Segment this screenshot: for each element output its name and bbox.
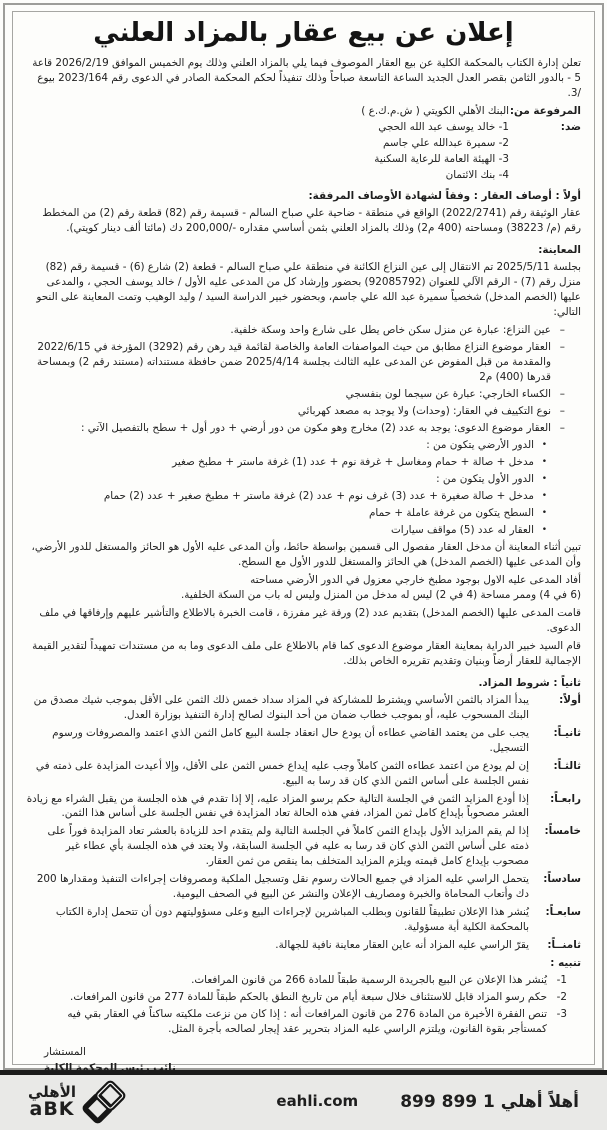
dash-text: نوع التكييف في العقار: (وحدات) ولا يوجد به مصعد كهربائي [297,404,551,417]
term-text: إن لم يودع من اعتمد عطاءه الثمن كاملاً وجب عليه إيداع خمس الثمن على الأقل، وإلا أعيدت المزايدة على ذمته في نفس الجلسة على أساس الثمن الذي كان قد رسا به البيع. [35,759,529,787]
intro-paragraph: تعلن إدارة الكتاب بالمحكمة الكلية عن بيع العقار الموصوف فيما يلي بالمزاد العلني وذلك يوم الخميس الموافق 2026/2/19 قاعة 5 - بالدور الثامن بقصر العدل الجديد الساعة التاسعة صباحاً وذلك تنفيذاً لحكم المحكمة الصادر في الدعوى رقم 2023/164 بيوع /3. [32,57,581,100]
term-label: ثالثـاً: [553,759,581,772]
term-item [26,824,581,869]
plaintiff-value: البنك الأهلي الكويتي ( ش.م.ك.ع ) [361,105,509,118]
inspection-dash-item [26,323,565,338]
notice-number: 1- [556,974,567,987]
descriptions-body: عقار الوثيقة رقم (2022/2741) الواقع في منطقة - ضاحية علي صباح السالم - قسيمة رقم (82) قطعة رقم (2) من المخطط رقم (م/ 38223) ومساحته (400 م2) وذلك بالمزاد العلني بثمن أساسي مقداره -/200,000 دك (مائتا ألف دينار كويتي). [42,207,581,235]
bullet-marker: • [541,473,547,484]
bullet-marker: • [541,456,547,467]
abk-logo-latin: aBK [29,1098,75,1121]
dash-text: الكساء الخارجي: عبارة عن سيجما لون بنفسجي [345,387,551,400]
against-label: ضد: [560,121,581,134]
footer-website: eahli.com [276,1092,359,1111]
inspection-dash-item [26,340,565,385]
bullet-text: مدخل + صالة + حمام ومغاسل + غرفة نوم + عدد (1) غرفة ماستر + مطبخ صغير [172,455,534,468]
inspection-dash-item [26,404,565,419]
inspection-bullet-item [26,472,547,487]
notice-number: 2- [556,991,567,1004]
bullet-text: الدور الأرضي يتكون من : [426,438,534,451]
notice-item [26,1007,567,1037]
dash-marker: – [559,323,565,336]
bullet-text: مدخل + صالة صغيرة + عدد (3) غرف نوم + عدد (2) غرفة ماستر + مطبخ صغير + عدد (2) حمام [103,489,534,502]
dash-text: العقار موضوع النزاع مطابق من حيث المواصفات العامة والخاصة لقائمة قيد رهن رقم (3292) المؤرخة في 2022/6/15 والمقدمة من قبل المفوض عن المدعى عليه الثالث بجلسة 2025/4/14 ضمن حافظة مستنداته (مستند رقم 2) وبمساحة قدرها (400) م2 [36,340,551,383]
term-text: يقرّ الراسي عليه المزاد أنه عاين العقار معاينة نافية للجهالة. [275,939,529,952]
term-label: أولاً: [559,693,581,706]
term-label: خامساً: [544,825,581,838]
term-item [26,792,581,822]
bullet-marker: • [541,524,547,535]
dash-marker: – [559,340,565,353]
term-item [26,872,581,902]
term-text: إذا لم يقم المزايد الأول بإيداع الثمن كاملاً في الجلسة التالية ولم يتقدم احد للزيادة بالعشر تعاد المزايدة فوراً على ذمته على أساس الثمن الذي كان قد رسا به عليه في الجلسة السابقة، ولا يعتد في هذه الجلسة بأي عطاء غير مصحوب بإيداع كامل قيمته ويلزم المزايد المتخلف بما ينقص من ثمن العقار. [47,825,529,868]
term-text: يتحمل الراسي عليه المزاد في جميع الحالات رسوم نقل وتسجيل الملكية ومصروفات إجراءات التنفيذ ومقدارها 200 دك وأتعاب المحاماة والخبرة ومصاريف الإعلان والنشر عن البيع في الصحف اليومية. [36,873,529,901]
inspection-bullet-item [26,506,547,521]
dash-text: العقار موضوع الدعوى: يوجد به عدد (2) مخارج وهو مكون من دور أرضي + دور أول + سطح بالتفصيل الآتي : [80,421,551,434]
bullet-marker: • [541,439,547,450]
dash-marker: – [559,404,565,417]
term-label: ثامنــاً: [547,939,581,952]
dash-marker: – [559,387,565,400]
bullet-text: الدور الأول يتكون من : [436,472,534,485]
bullet-text: السطح يتكون من غرفة عاملة + حمام [369,506,534,519]
signature-block [26,1045,581,1076]
defendants-list [374,120,509,184]
term-text: يجب على من يعتمد القاضي عطاءه أن يودع حال انعقاد جلسة البيع كامل الثمن الذي اعتمد والمصروفات ورسوم التسجيل. [52,726,529,754]
plaintiff-label: المرفوعة من: [509,105,581,118]
inspection-bullet-item [26,455,547,470]
term-label: ثانيـاً: [553,726,581,739]
inspection-dash-item [26,387,565,402]
term-label: سادساً: [543,873,581,886]
term-text: إذا أودع المزايد الثمن في الجلسة التالية حكم برسو المزاد عليه، إلا إذا تقدم في هذه الجلسة من يقبل الشراء مع زيادة العشر مصحوباً بإيداع كامل ثمن المزاد، ففي هذه الحالة تعاد المزايدة في نفس الجلسة على أساس هذا الثمن. [26,792,529,820]
defendant-item: 1- خالد يوسف عبد الله الحجي [378,121,509,134]
notice-text: حكم رسو المزاد قابل للاستئناف خلال سبعة أيام من تاريخ النطق بالحكم طبقاً للمادة 277 من قانون المرافعات. [70,991,547,1004]
inspection-bullet-item [26,438,547,453]
inspection-bullet-item [26,489,547,504]
term-item [26,938,581,953]
bullet-marker: • [541,507,547,518]
signature-title: المستشار [44,1046,86,1059]
footer-bar [26,1076,581,1130]
defendants-row [26,120,581,184]
terms-heading: ثانياً : شروط المزاد. [478,676,581,689]
inspection-paragraph: قامت المدعى عليها (الخصم المدخل) بتقديم عدد (2) ورقة غير مفرزة ، قامت الخبرة بالاطلاع والتأشير عليهم وإرفاقها في ملف الدعوى. [39,606,581,634]
plaintiff-row [26,104,581,119]
notice-text: يُنشر هذا الإعلان عن البيع بالجريدة الرسمية طبقاً للمادة 266 من قانون المرافعات. [191,974,547,987]
outer-border-frame [3,3,604,1121]
term-item [26,759,581,789]
bullet-marker: • [541,490,547,501]
notice-item [26,990,567,1005]
defendant-item: 3- الهيئة العامة للرعاية السكنية [374,153,509,166]
abk-logo-arabic: الأهلي [28,1083,77,1102]
bullet-text: العقار له عدد (5) مواقف سيارات [390,523,534,536]
descriptions-heading: أولاً : أوصاف العقار : وفقاً لشهادة الأوصاف المرفقة: [308,190,581,203]
abk-chain-icon [82,1080,126,1124]
abk-logo [28,1080,126,1124]
term-label: رابعـاً: [550,792,581,805]
term-text: يُنشر هذا الإعلان تطبيقاً للقانون وبطلب المباشرين لإجراءات البيع وعلى مسؤوليتهم دون أن تتحمل إدارة الكتاب بالمحكمة الكلية أية مسؤولية. [55,906,529,934]
inspection-bullet-item [26,523,547,538]
term-item [26,726,581,756]
footer-slogan: أهلاً أهلي 1 899 899 [400,1092,579,1112]
notice-heading: تنبيه : [550,957,581,970]
defendant-item: 4- بنك الائتمان [445,169,509,182]
inspection-intro: بجلسة 2025/5/11 تم الانتقال إلى عين النزاع الكائنة في منطقة علي صباح السالم - قطعة (2) شارع (6) - قسيمة رقم (82) منزل رقم (7) - الرقم الآلي للعنوان (92085792) بحضور وإرشاد كل من المدعى عليه الأول / خالد يوسف الحجي ، والمدعى عليها (الخصم المدخل) شخصياً سميرة عبد الله علي جاسم، وبحضور خبير الدراسة السيد / وليد الوهيب وتمت المعاينة على النحو التالي: [36,261,581,318]
inspection-paragraph: أفاد المدعى عليه الاول بوجود مطبخ خارجي معزول في الدور الأرضي مساحته [250,573,581,586]
term-item [26,905,581,935]
dash-text: عين النزاع: عبارة عن منزل سكن خاص يطل على شارع واحد وسكة خلفية. [230,323,551,336]
dash-marker: – [559,421,565,434]
defendant-item: 2- سميرة عبدالله علي جاسم [383,137,509,150]
term-text: يبدأ المزاد بالثمن الأساسي ويشترط للمشاركة في المزاد سداد خمس ذلك الثمن على الأقل بموجب شيك مصدق من البنك المسحوب عليه، أو بموجب خطاب ضمان من أحد البنوك لصالح إدارة التنفيذ بوزارة العدل. [33,693,529,721]
inspection-paragraph: تبين أثناء المعاينة أن مدخل العقار مفصول الى قسمين بواسطة حائط، وأن المدعى عليه الأول هو الحائز والمستغل للدور الأرضي، وأن المدعى عليها (الخصم المدخل) هي الحائز والمستغل للدور الأول مع السطح. [31,540,581,568]
signature-role: نائب رئيس المحكمة الكلية [44,1062,176,1075]
inner-border-frame [12,11,595,1121]
notice-item [26,973,567,988]
inspection-heading: المعاينة: [538,244,581,257]
notice-number: 3- [556,1008,567,1021]
inspection-dash-item [26,421,565,436]
inspection-paragraph: (6 في 4) وممر مساحة (4 في 2) ليس له مدخل من المنزل وليس له باب من السكة الخلفية. [180,588,581,601]
page-title: إعلان عن بيع عقار بالمزاد العلني [93,18,514,48]
abk-logo-text [28,1085,76,1119]
term-item [26,693,581,723]
term-label: سابعـاً: [545,906,581,919]
notice-text: تنص الفقرة الأخيرة من المادة 276 من قانون المرافعات أنه : إذا كان من نزعت ملكيته ساكناً في العقار بقي فيه كمستأجر بقوة القانون، ويلتزم الراسي عليه المزاد بتحرير عقد إيجار لصالحه بأجرة المثل. [67,1008,547,1036]
inspection-paragraph: قام السيد خبير الدراية بمعاينة العقار موضوع الدعوى كما قام بالاطلاع على ملف الدعوى وما به من مستندات تمهيداً لتقدير القيمة الإجمالية للعقار أرضاً وبنيان وتقديم تقريره الخاص بذلك. [32,639,581,667]
